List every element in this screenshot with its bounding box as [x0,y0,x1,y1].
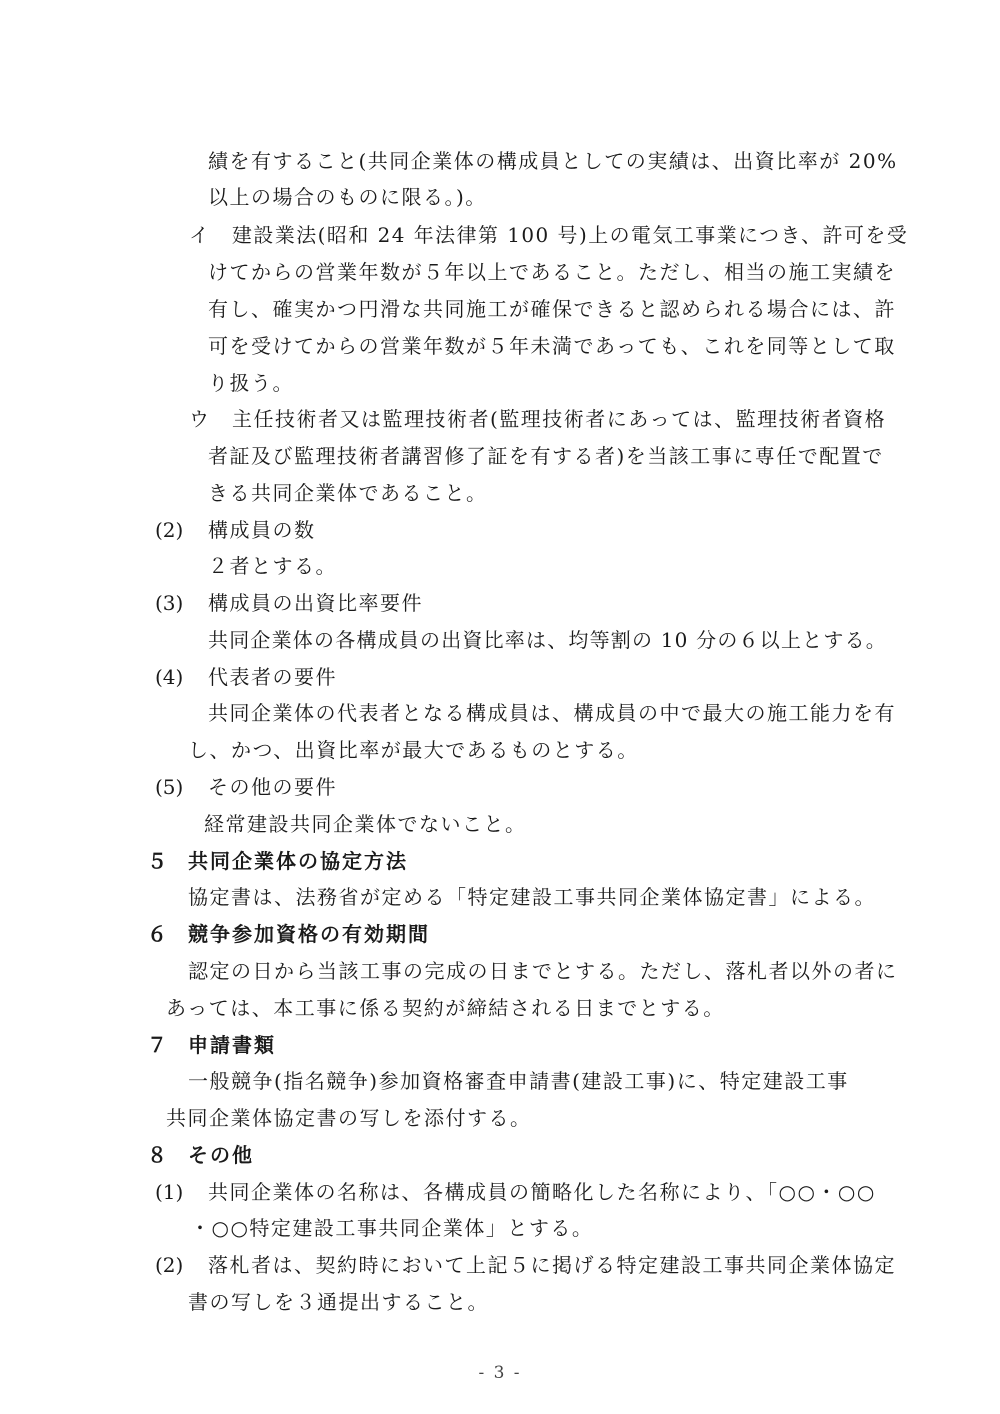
paragraph-line: 共同企業体の名称は、各構成員の簡略化した名称により、「○○・○○ [208,1180,876,1204]
paragraph-line: 以上の場合のものに限る。)。 [208,185,487,209]
paragraph-line: 者証及び監理技術者講習修了証を有する者)を当該工事に専任で配置で [208,444,884,468]
paragraph-line: 経常建設共同企業体でないこと。 [204,812,527,836]
paragraph-line: きる共同企業体であること。 [208,481,488,505]
subsection-marker: (5) [155,775,184,799]
subsection-marker: (2) [155,518,184,542]
subsection-marker: (3) [155,591,184,615]
section-number: ６ [147,922,169,946]
paragraph-line: あっては、本工事に係る契約が締結される日までとする。 [166,996,725,1020]
paragraph-line: 有し、確実かつ円滑な共同施工が確保できると認められる場合には、許 [208,297,896,321]
paragraph-line: 共同企業体の各構成員の出資比率は、均等割の 10 分の６以上とする。 [208,628,887,652]
paragraph-line: 協定書は、法務省が定める「特定建設工事共同企業体協定書」による。 [188,885,876,909]
item-marker: イ [189,223,209,247]
paragraph-line: 績を有すること(共同企業体の構成員としての実績は、出資比率が 20% [208,149,898,173]
paragraph-line: 建設業法(昭和 24 年法律第 100 号)上の電気工事業につき、許可を受 [232,223,909,247]
subsection-title: 構成員の出資比率要件 [208,591,423,615]
paragraph-line: し、かつ、出資比率が最大であるものとする。 [188,738,639,762]
section-number: ７ [147,1033,169,1057]
item-marker: ウ [189,407,209,431]
subsection-title: 代表者の要件 [208,665,337,689]
page-number: - 3 - [478,1363,522,1383]
paragraph-line: 主任技術者又は監理技術者(監理技術者にあっては、監理技術者資格 [232,407,887,431]
section-number: ５ [147,849,169,873]
paragraph-line: 可を受けてからの営業年数が５年未満であっても、これを同等として取 [208,334,896,358]
paragraph-line: 落札者は、契約時において上記５に掲げる特定建設工事共同企業体協定 [208,1253,896,1277]
subsection-title: その他の要件 [208,775,337,799]
paragraph-line: 認定の日から当該工事の完成の日までとする。ただし、落札者以外の者に [188,959,898,983]
paragraph-line: けてからの営業年数が５年以上であること。ただし、相当の施工実績を [208,260,896,284]
paragraph-line: ２者とする。 [208,554,337,578]
section-heading: 申請書類 [188,1033,276,1057]
paragraph-line: 書の写しを３通提出すること。 [188,1290,489,1314]
subsection-marker: (1) [155,1180,184,1204]
paragraph-line: 共同企業体の代表者となる構成員は、構成員の中で最大の施工能力を有 [208,701,896,725]
subsection-marker: (2) [155,1253,184,1277]
paragraph-line: ・○○特定建設工事共同企業体」とする。 [190,1216,594,1240]
section-heading: 競争参加資格の有効期間 [188,922,430,946]
subsection-marker: (4) [155,665,184,689]
section-number: ８ [147,1143,169,1167]
paragraph-line: 一般競争(指名競争)参加資格審査申請書(建設工事)に、特定建設工事 [188,1069,849,1093]
paragraph-line: 共同企業体協定書の写しを添付する。 [166,1106,532,1130]
paragraph-line: り扱う。 [208,371,294,395]
section-heading: その他 [188,1143,254,1167]
subsection-title: 構成員の数 [208,518,316,542]
section-heading: 共同企業体の協定方法 [188,849,408,873]
